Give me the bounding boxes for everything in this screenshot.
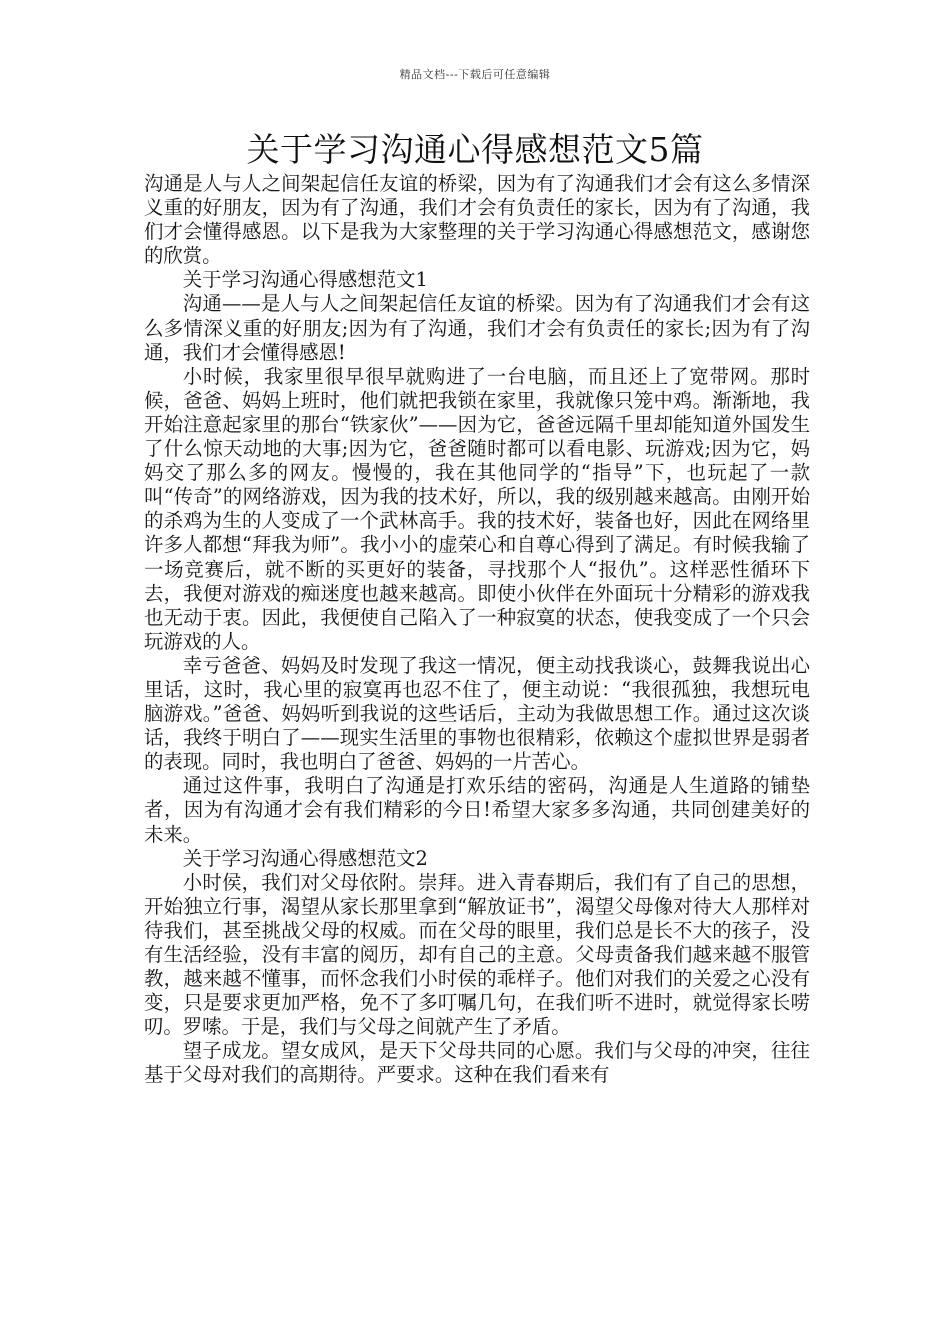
body-paragraph: 小时候，我家里很早很早就购进了一台电脑，而且还上了宽带网。那时候，爸爸、妈妈上班时，他们就把我锁在家里，我就像只笼中鸡。渐渐地，我开始注意起家里的那台“铁家伙”——因为它，爸爸远隔千里却能知道外国发生了什么惊天动地的大事;因为它，爸爸随时都可以看电影、玩游戏;因为它，妈妈交了那么多的网友。慢慢的，我在其他同学的“指导”下，也玩起了一款叫“传奇”的网络游戏，因为我的技术好，所以，我的级别越来越高。由刚开始的杀鸡为生的人变成了一个武林高手。我的技术好，装备也好，因此在网络里许多人都想“拜我为师”。我小小的虚荣心和自尊心得到了满足。有时候我输了一场竞赛后，就不断的买更好的装备，寻找那个人“报仇”。这样恶性循环下去，我便对游戏的痴迷度也越来越高。即使小伙伴在外面玩十分精彩的游戏我也无动于衷。因此，我便使自己陷入了一种寂寞的状态，使我变成了一个只会玩游戏的人。: [144, 364, 810, 653]
intro-paragraph: 沟通是人与人之间架起信任友谊的桥梁，因为有了沟通我们才会有这么多情深义重的好朋友，因为有了沟通，我们才会有负责任的家长，因为有了沟通，我们才会懂得感恩。以下是我为大家整理的关于学习沟通心得感想范文，感谢您的欣赏。: [144, 172, 810, 268]
document-body: [144, 172, 810, 1088]
section-heading: 关于学习沟通心得感想范文2: [182, 846, 428, 870]
body-paragraph: 通过这件事，我明白了沟通是打欢乐结的密码，沟通是人生道路的铺垫者，因为有沟通才会有我们精彩的今日!希望大家多多沟通，共同创建美好的未来。: [144, 774, 810, 846]
body-paragraph: 沟通——是人与人之间架起信任友谊的桥梁。因为有了沟通我们才会有这么多情深义重的好朋友;因为有了沟通，我们才会有负责任的家长;因为有了沟通，我们才会懂得感恩!: [144, 292, 810, 364]
section-heading: 关于学习沟通心得感想范文1: [182, 268, 428, 292]
body-paragraph: 幸亏爸爸、妈妈及时发现了我这一情况，便主动找我谈心，鼓舞我说出心里话，这时，我心里的寂寞再也忍不住了，便主动说：“我很孤独，我想玩电脑游戏。”爸爸、妈妈听到我说的这些话后，主动为我做思想工作。通过这次谈话，我终于明白了——现实生活里的事物也很精彩，依赖这个虚拟世界是弱者的表现。同时，我也明白了爸爸、妈妈的一片苦心。: [144, 653, 810, 774]
body-paragraph: 望子成龙。望女成风，是天下父母共同的心愿。我们与父母的冲突，往往基于父母对我们的高期待。严要求。这种在我们看来有: [144, 1039, 810, 1087]
body-paragraph: 小时侯，我们对父母依附。崇拜。进入青春期后，我们有了自己的思想，开始独立行事，渴望从家长那里拿到“解放证书”，渴望父母像对待大人那样对待我们，甚至挑战父母的权威。而在父母的眼里，我们总是长不大的孩子，没有生活经验，没有丰富的阅历，却有自己的主意。父母责备我们越来越不服管教，越来越不懂事，而怀念我们小时侯的乖样子。他们对我们的关爱之心没有变，只是要求更加严格，免不了多叮嘱几句，在我们听不进时，就觉得家长唠叨。罗嗦。于是，我们与父母之间就产生了矛盾。: [144, 870, 810, 1039]
document-title: 关于学习沟通心得感想范文5篇: [246, 130, 704, 169]
header-note: 精品文档---下载后可任意编辑: [399, 68, 551, 81]
